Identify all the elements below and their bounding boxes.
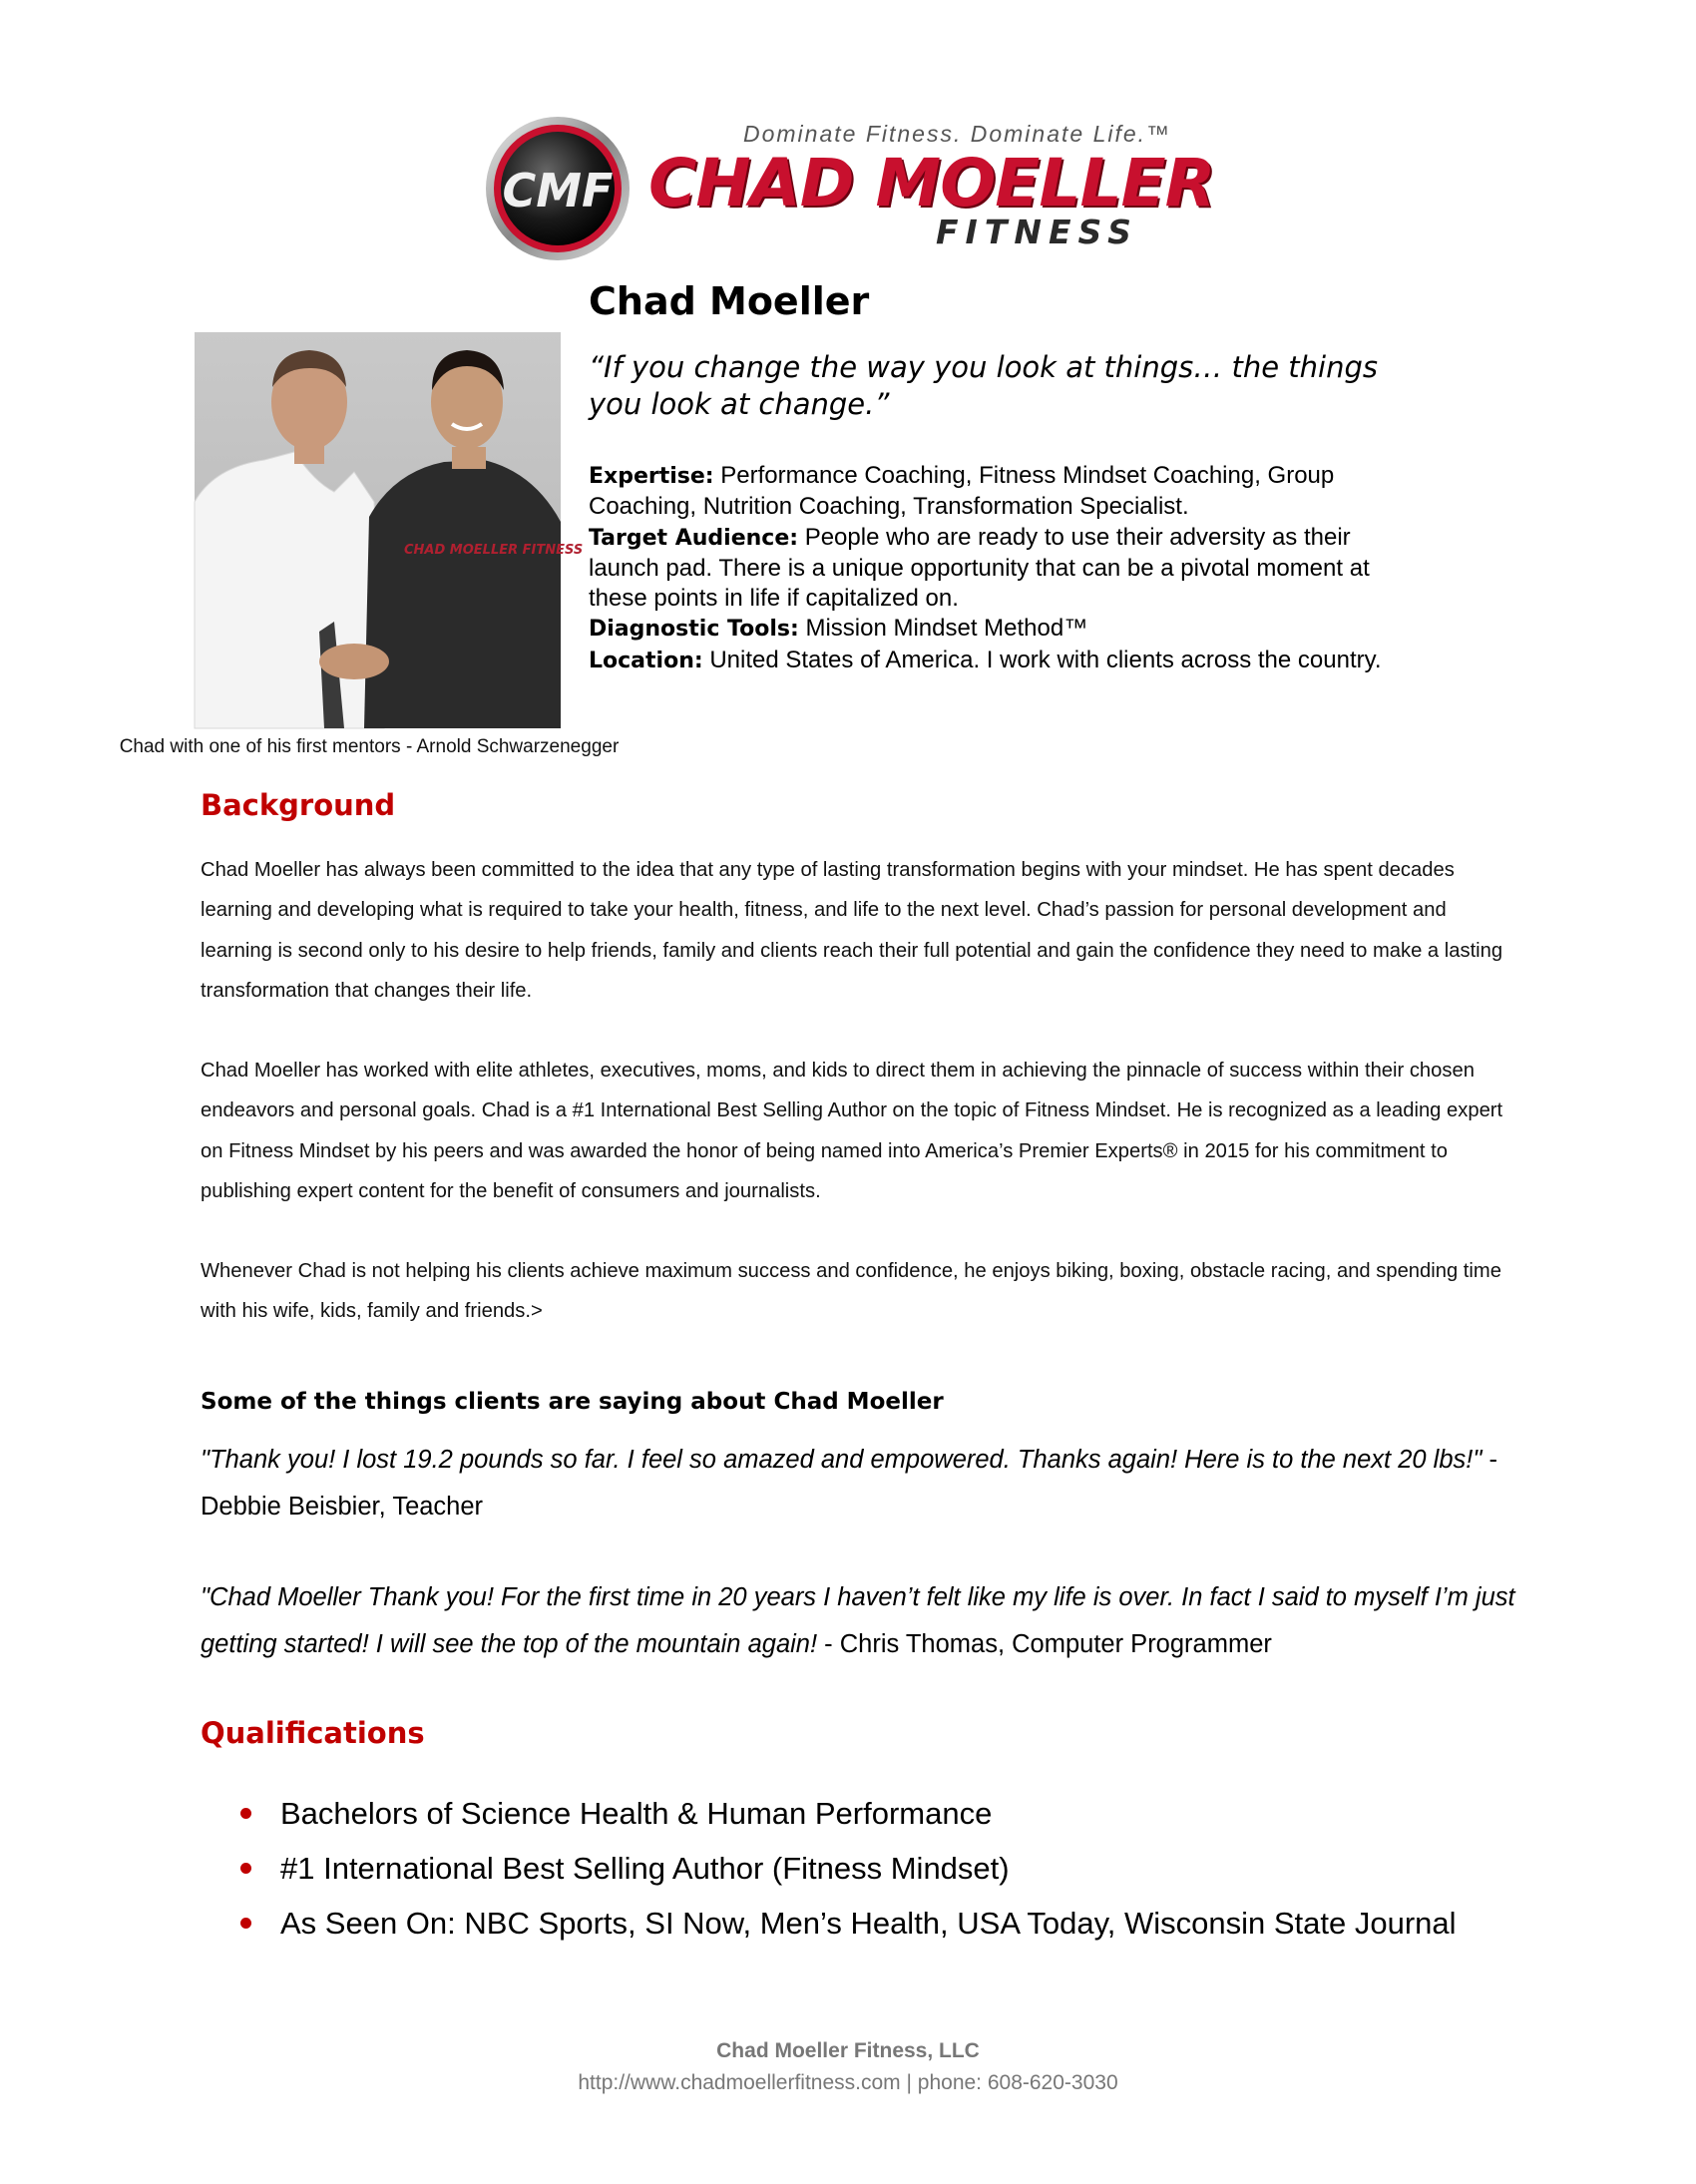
testimonial-quote: "Chad Moeller Thank you! For the first time in 20 years I haven’t felt like my life is over. In fact I said to myself I’m just getting started! I will see the top of the mountain again! — [201, 1583, 1515, 1658]
testimonial-2 — [201, 1574, 1527, 1668]
brand-logo — [479, 105, 1215, 264]
photo-caption: Chad with one of his first mentors - Arnold Schwarzenegger — [119, 736, 620, 757]
photo-illustration — [195, 332, 584, 728]
background-paragraph-3: Whenever Chad is not helping his clients achieve maximum success and confidence, he enjoys biking, boxing, obstacle racing, and spending time with his wife, kids, family and friends.> — [201, 1260, 1501, 1323]
footer — [0, 2035, 1696, 2099]
bullet-icon — [240, 1863, 251, 1874]
shirt-logo-text: CHAD MOELLER FITNESS — [404, 543, 584, 558]
qualification-text: #1 International Best Selling Author (Fitness Mindset) — [280, 1851, 1010, 1886]
detail-label: Diagnostic Tools: — [589, 617, 799, 643]
logo-brand-name: CHAD MOELLER — [648, 145, 1215, 221]
testimonial-quote: "Thank you! I lost 19.2 pounds so far. I feel so amazed and empowered. Thanks again! Here is to the next 20 lbs!" — [201, 1446, 1483, 1474]
profile-quote: “If you change the way you look at things… the things you look at change.” — [589, 350, 1378, 421]
profile-details — [589, 461, 1417, 676]
testimonial-author: - Chris Thomas, Computer Programmer — [817, 1630, 1272, 1658]
detail-text: Performance Coaching, Fitness Mindset Coaching, Group Coaching, Nutrition Coaching, Transformation Specialist. — [589, 462, 1335, 521]
testimonials-heading: Some of the things clients are saying about Chad Moeller — [201, 1389, 944, 1415]
detail-label: Expertise: — [589, 464, 714, 489]
logo-subtitle: FITNESS — [936, 213, 1138, 251]
logo-emblem-text: CMF — [502, 164, 614, 218]
detail-text: United States of America. I work with clients across the country. — [702, 646, 1382, 673]
list-item — [201, 1786, 1457, 1841]
footer-contact[interactable]: http://www.chadmoellerfitness.com | phone: 608-620-3030 — [578, 2071, 1118, 2094]
detail-location — [589, 646, 1417, 676]
testimonial-1 — [201, 1437, 1527, 1530]
list-item — [201, 1841, 1457, 1896]
background-heading: Background — [201, 788, 396, 822]
qualifications-list — [201, 1786, 1457, 1951]
bullet-icon — [240, 1918, 251, 1929]
testimonial-author: - Debbie Beisbier, Teacher — [201, 1446, 1497, 1521]
detail-expertise — [589, 461, 1417, 523]
footer-company: Chad Moeller Fitness, LLC — [716, 2039, 980, 2062]
list-item — [201, 1896, 1457, 1951]
detail-text: Mission Mindset Method™ — [798, 615, 1088, 643]
detail-diagnostic-tools — [589, 614, 1417, 645]
qualification-text: Bachelors of Science Health & Human Performance — [280, 1796, 993, 1831]
detail-text: People who are ready to use their adversity as their launch pad. There is a unique opportunity that can be a pivotal moment at these points in life if capitalized on. — [589, 523, 1370, 613]
bullet-icon — [240, 1808, 251, 1819]
detail-target-audience — [589, 523, 1417, 615]
mentor-photo — [195, 332, 584, 728]
detail-label: Location: — [589, 648, 703, 673]
logo-emblem-icon — [484, 115, 632, 262]
background-paragraph-2: Chad Moeller has worked with elite athletes, executives, moms, and kids to direct them in achieving the pinnacle of success within their chosen endeavors and personal goals. Chad is a #1 International Best Selling Author on the topic of Fitness Mindset. He is recognized as a leading expert on Fitness Mindset by his peers and was awarded the honor of being named into America’s Premier Experts® in 2015 for his commitment to publishing expert content for the benefit of consumers and journalists. — [201, 1060, 1503, 1202]
profile-name: Chad Moeller — [589, 279, 870, 323]
background-paragraph-1: Chad Moeller has always been committed to the idea that any type of lasting transformation begins with your mindset. He has spent decades learning and developing what is required to take your health, fitness, and life to the next level. Chad’s passion for personal development and learning is second only to his desire to help friends, family and clients reach their full potential and gain the confidence they need to make a lasting transformation that changes their life. — [201, 859, 1503, 1002]
qualification-text: As Seen On: NBC Sports, SI Now, Men’s Health, USA Today, Wisconsin State Journal — [280, 1906, 1457, 1941]
logo-tagline: Dominate Fitness. Dominate Life.™ — [743, 121, 1172, 147]
qualifications-heading: Qualifications — [201, 1716, 425, 1750]
detail-label: Target Audience: — [589, 525, 799, 551]
